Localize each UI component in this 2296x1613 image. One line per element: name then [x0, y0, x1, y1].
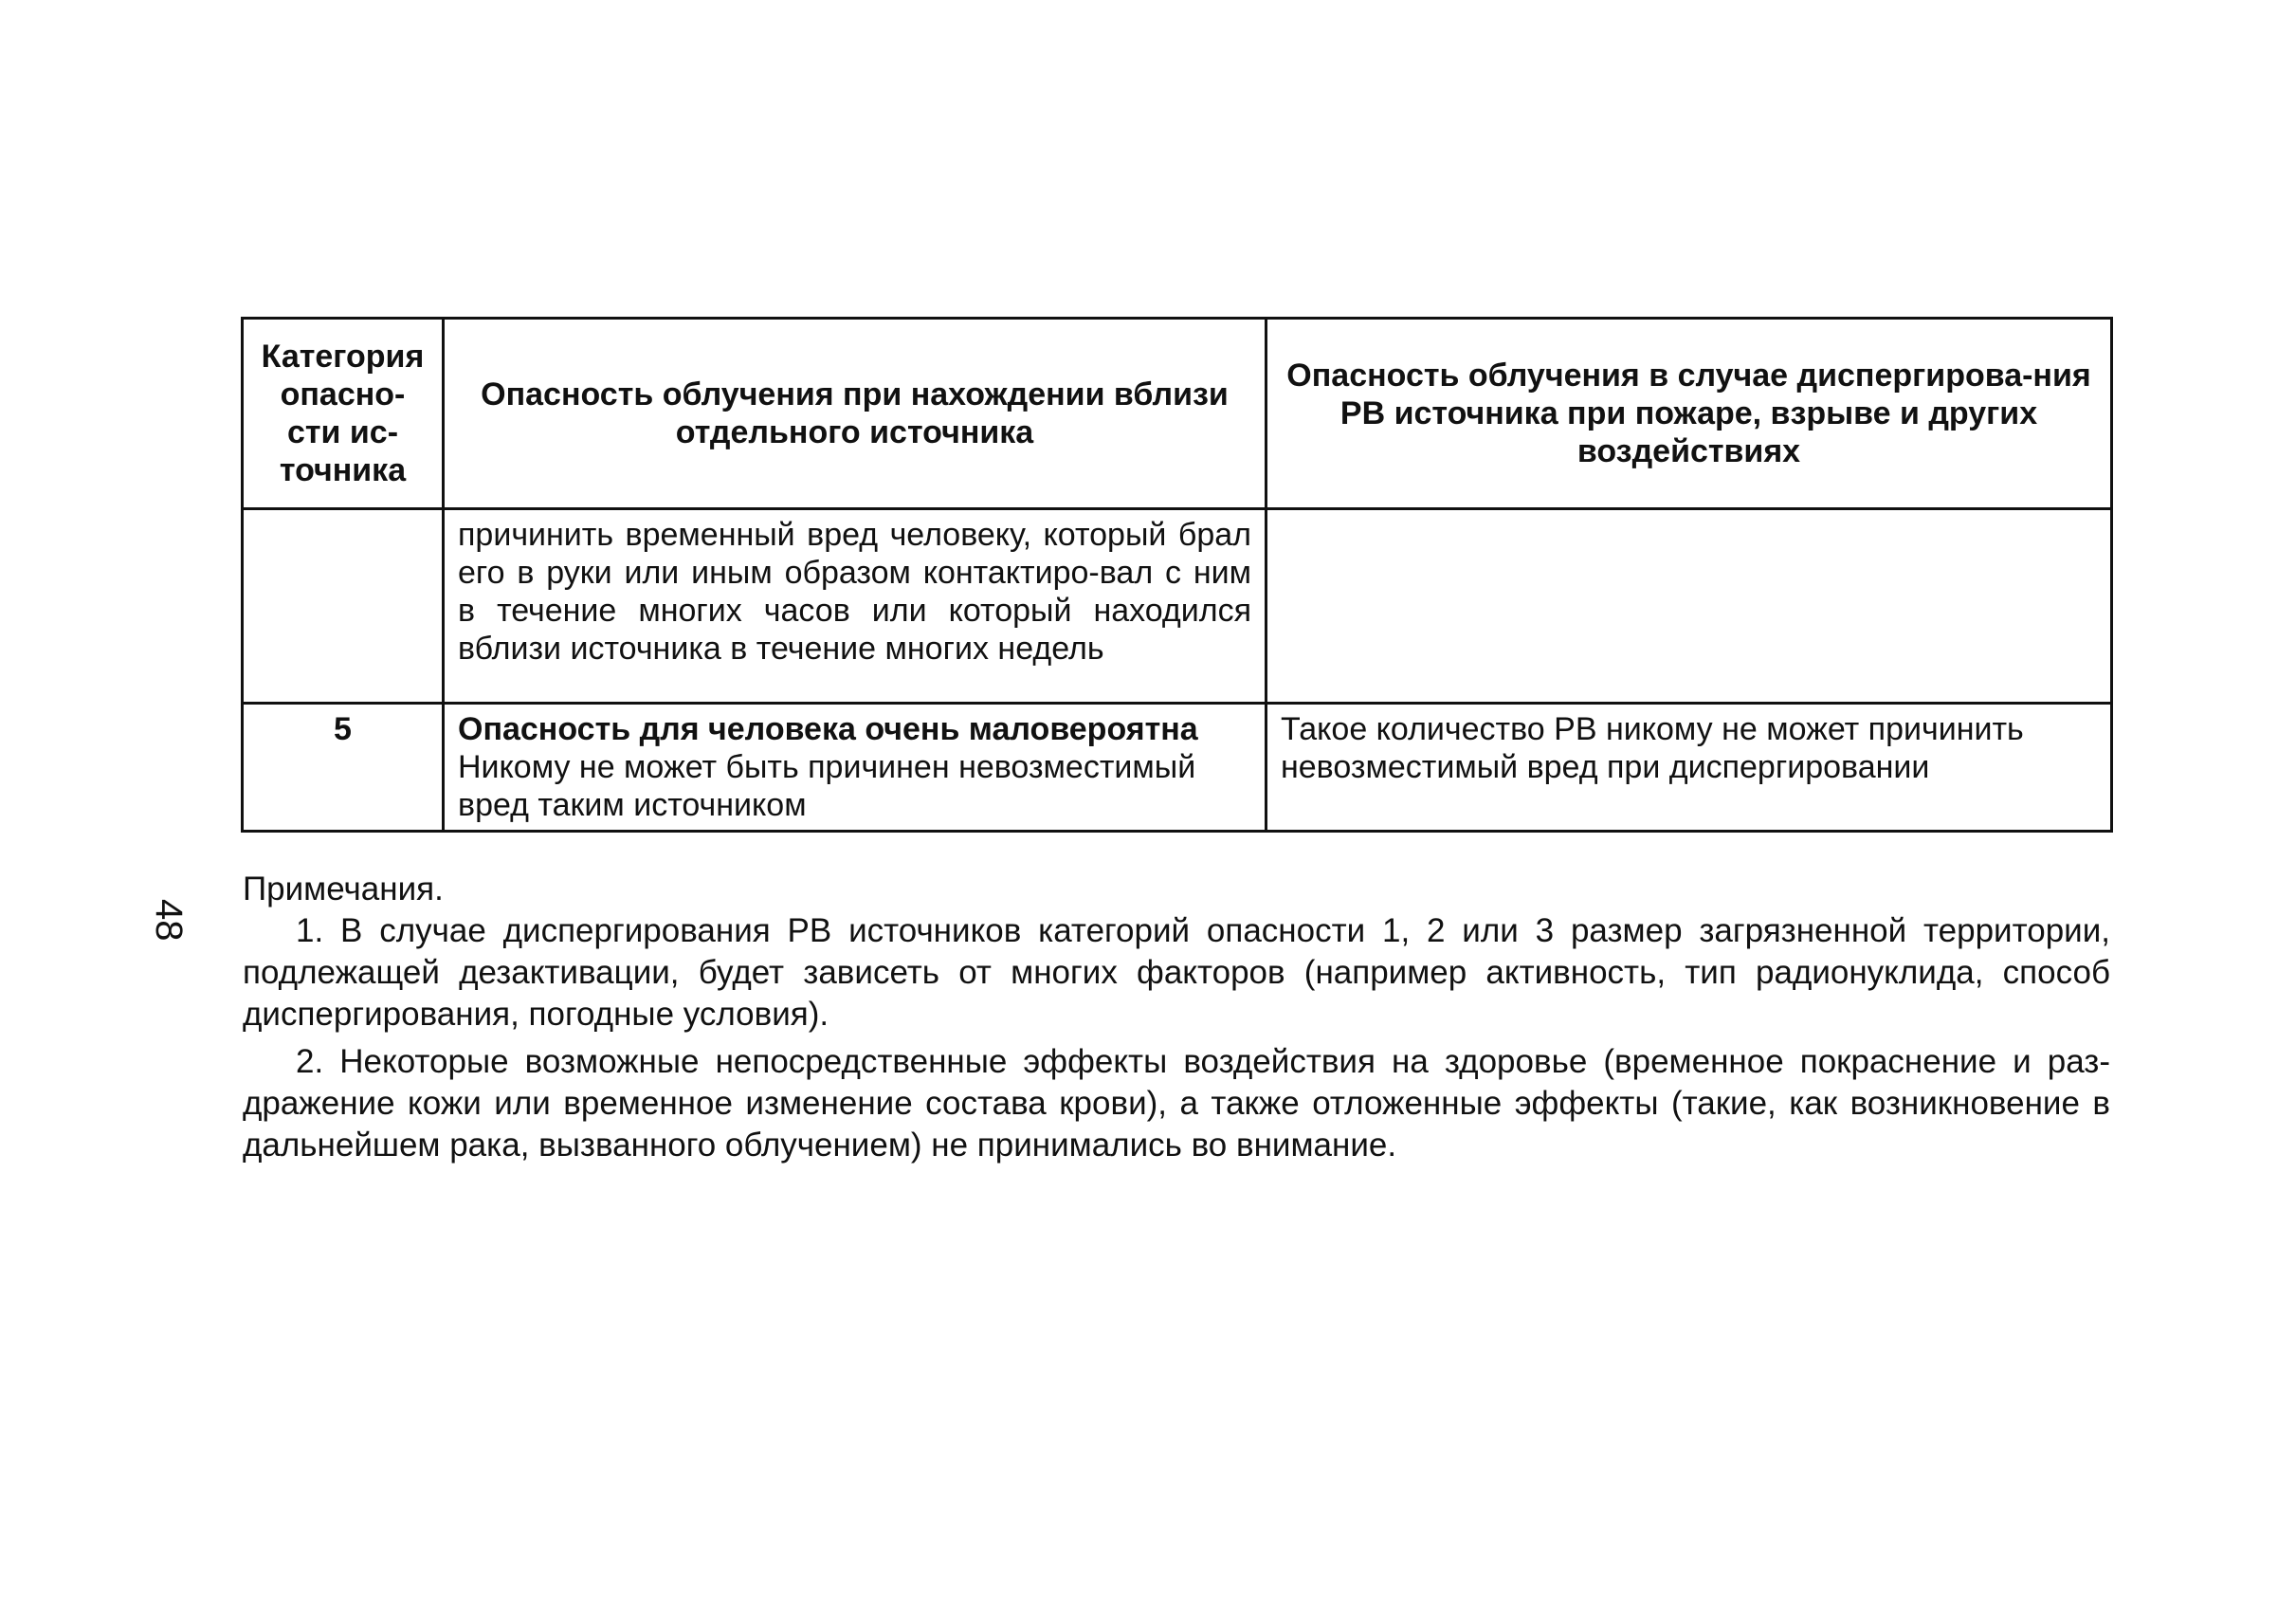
header-near-source: Опасность облучения при нахождении вблизи отдельного источника — [444, 319, 1266, 509]
cell-near-source — [444, 704, 1266, 832]
table-row — [243, 704, 2112, 832]
cell-dispersion — [1266, 509, 2112, 704]
cell-dispersion: Такое количество РВ никому не может причинить невозместимый вред при диспергировании — [1266, 704, 2112, 832]
table-row — [243, 509, 2112, 704]
notes-section — [243, 869, 2110, 1166]
cell-near-source: причинить временный вред человеку, который брал его в руки или иным образом контактиро-вал с ним в течение многих часов или который находился вблизи источника в течение многих недель — [444, 509, 1266, 704]
table-header-row — [243, 319, 2112, 509]
cell-category — [243, 509, 444, 704]
notes-heading: Примечания. — [243, 871, 444, 907]
header-dispersion: Опасность облучения в случае диспергирова-ния РВ источника при пожаре, взрыве и других воздействиях — [1266, 319, 2112, 509]
hazard-category-table — [241, 317, 2113, 833]
cell-near-source-text: Никому не может быть причинен невозместимый вред таким источником — [458, 749, 1196, 823]
cell-category: 5 — [243, 704, 444, 832]
header-category: Категория опасно-сти ис-точника — [243, 319, 444, 509]
note-item: 2. Некоторые возможные непосредственные эффекты воздействия на здоровье (временное покраснение и раз-дражение кожи или временное изменение состава крови), а также отложенные эффекты (такие, как возникновение в дальнейшем рака, вызванного облучением) не принимались во внимание. — [243, 1043, 2110, 1164]
note-item: 1. В случае диспергирования РВ источников категорий опасности 1, 2 или 3 размер загрязненной территории, подлежащей дезактивации, будет зависеть от многих факторов (например активность, тип радионуклида, способ диспергирования, погодные условия). — [243, 912, 2110, 1033]
page-number: 48 — [148, 899, 190, 942]
cell-near-source-heading: Опасность для человека очень маловероятна — [458, 711, 1198, 747]
